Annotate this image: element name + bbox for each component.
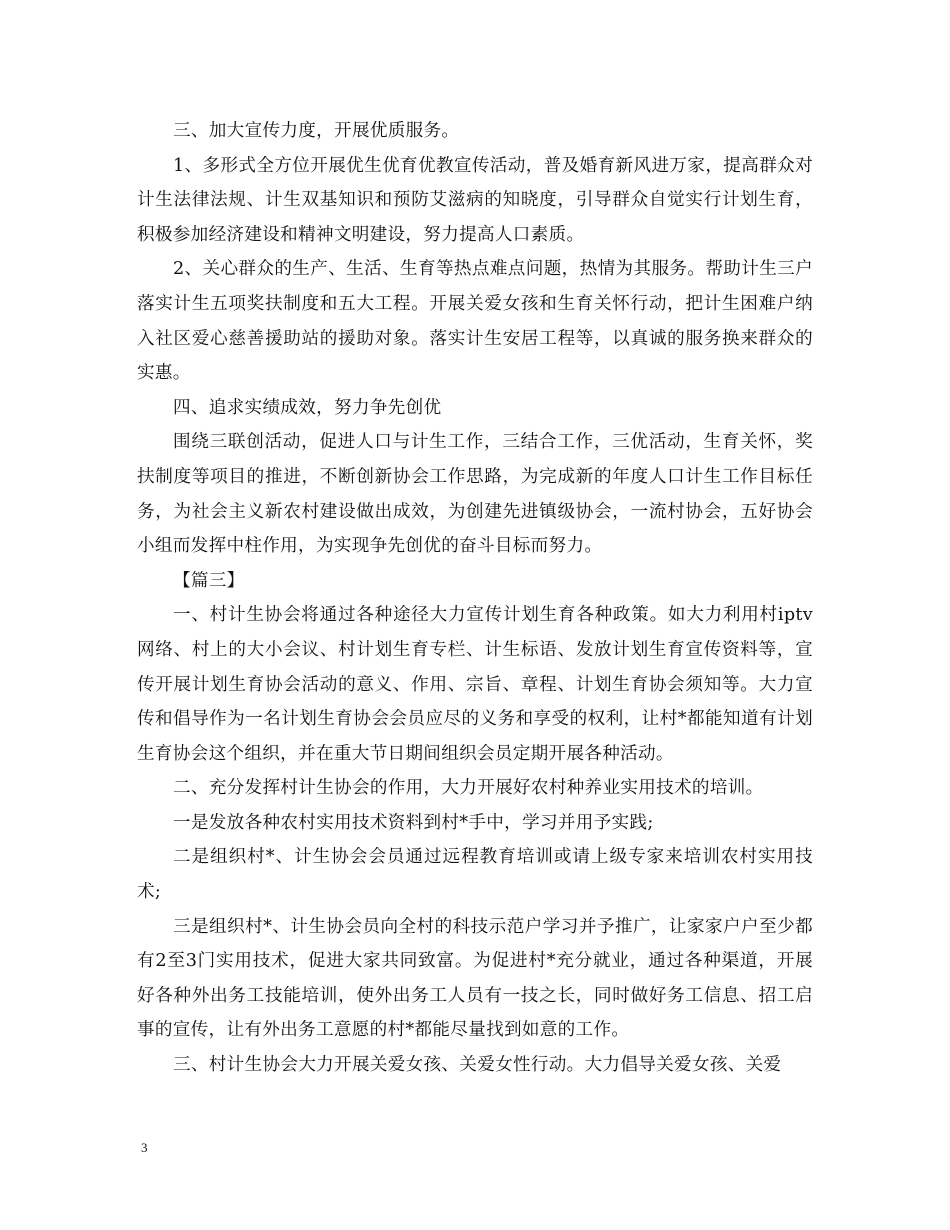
paragraph: 一是发放各种农村实用技术资料到村*手中，学习并用予实践;: [173, 812, 654, 833]
paragraph: 2、关心群众的生产、生活、生育等热点难点问题，热情为其服务。帮助计生三户落实计生五项奖扶制度和五大工程。开展关爱女孩和生育关怀行动，把计生困难户纳入社区爱心慈善援助站的援助对象。落实计生安居工程等，以真诚的服务换来群众的实惠。: [137, 259, 813, 384]
section-heading-3: 三、加大宣传力度，开展优质服务。: [173, 121, 460, 141]
document-body: [137, 114, 813, 1083]
paragraph: 1、多形式全方位开展优生优育优教宣传活动，普及婚育新风进万家，提高群众对计生法律法规、计生双基知识和预防艾滋病的知晓度，引导群众自觉实行计划生育，积极参加经济建设和精神文明建设，努力提高人口素质。: [137, 155, 813, 245]
paragraph: 二、充分发挥村计生协会的作用，大力开展好农村种养业实用技术的培训。: [173, 778, 764, 799]
paragraph: 一、村计生协会将通过各种途径大力宣传计划生育各种政策。如大力利用村iptv网络、村上的大小会议、村计划生育专栏、计生标语、发放计划生育宣传资料等，宣传开展计划生育协会活动的意义、作用、宗旨、章程、计划生育协会须知等。大力宣传和倡导作为一名计划生育协会会员应尽的义务和享受的权利，让村*都能知道有计划生育协会这个组织，并在重大节日期间组织会员定期开展各种活动。: [137, 605, 813, 764]
paragraph: 二是组织村*、计生协会会员通过远程教育培训或请上级专家来培训农村实用技术;: [137, 847, 813, 903]
section-heading-4: 四、追求实绩成效，努力争先创优: [173, 397, 442, 418]
paragraph: 围绕三联创活动，促进人口与计生工作，三结合工作，三优活动，生育关怀，奖扶制度等项目的推进，不断创新协会工作思路，为完成新的年度人口计生工作目标任务，为社会主义新农村建设做出成效，为创建先进镇级协会，一流村协会，五好协会小组而发挥中柱作用，为实现争先创优的奋斗目标而努力。: [137, 432, 813, 557]
paragraph: 三是组织村*、计生协会员向全村的科技示范户学习并予推广，让家家户户至少都有2至3门实用技术，促进大家共同致富。为促进村*充分就业，通过各种渠道，开展好各种外出务工技能培训，使外出务工人员有一技之长，同时做好务工信息、招工启事的宣传，让有外出务工意愿的村*都能尽量找到如意的工作。: [137, 916, 813, 1041]
chapter-heading: 【篇三】: [173, 570, 245, 591]
paragraph: 三、村计生协会大力开展关爱女孩、关爱女性行动。大力倡导关爱女孩、关爱: [173, 1055, 782, 1076]
page-number: 3: [141, 1140, 148, 1155]
